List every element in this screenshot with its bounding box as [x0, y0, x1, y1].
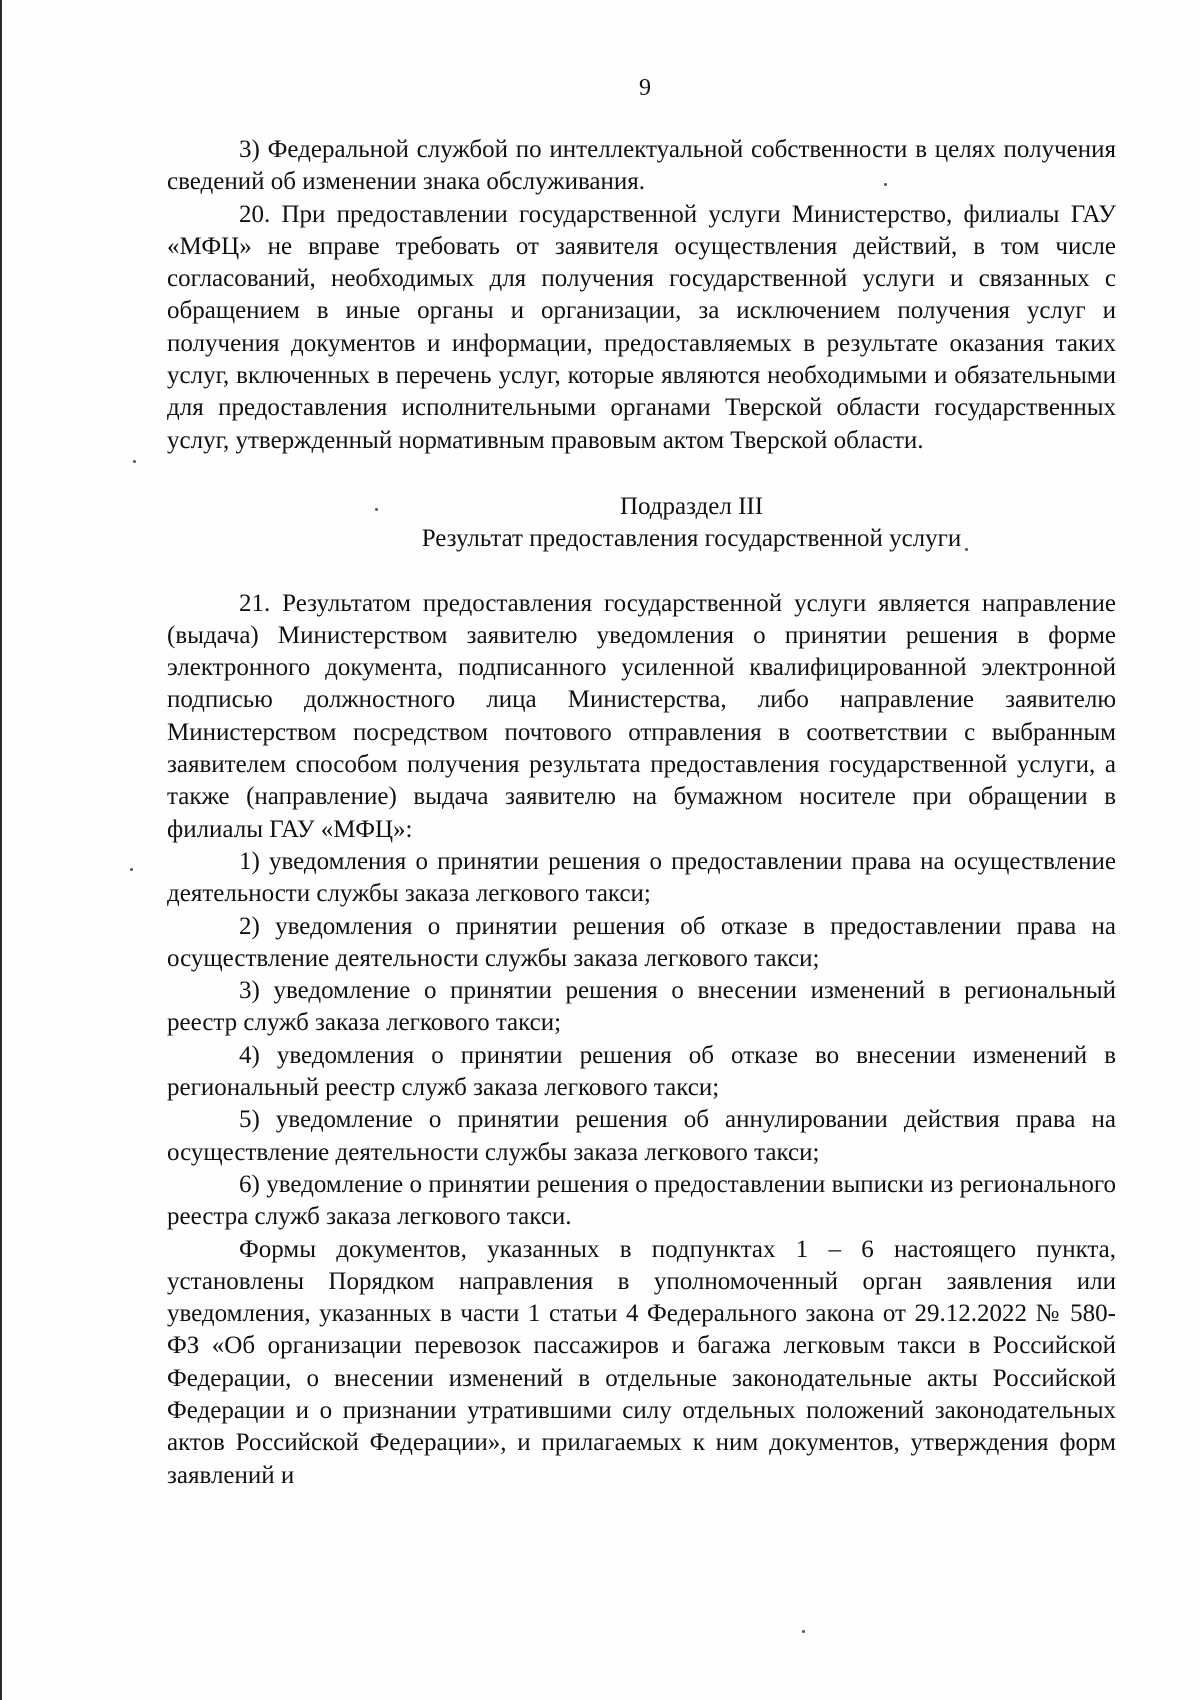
paragraph-20: 20. При предоставлении государственной услуги Министерство, филиалы ГАУ «МФЦ» не вправе требовать от заявителя осуществления действий, в том числе согласований, необходимых для получения государственной услуги и связанных с обращением в иные органы и организации, за исключением получения услуг и получения документов и информации, предоставляемых в результате оказания таких услуг, включенных в перечень услуг, которые являются необходимыми и обязательными для предоставления исполнительными органами Тверской области государственных услуг, утвержденный нормативным правовым актом Тверской области. — [167, 200, 1116, 454]
scan-speck — [375, 508, 378, 511]
subsection-heading: Подраздел III — [619, 492, 764, 520]
subsection-subtitle: Результат предоставления государственной услуги — [421, 525, 962, 553]
list-item: 6) уведомление о принятии решения о предоставлении выписки из регионального реестра служб заказа легкового такси. — [167, 1170, 1116, 1231]
scan-speck — [965, 548, 968, 551]
list-item: 5) уведомление о принятии решения об аннулировании действия права на осуществление деятельности службы заказа легкового такси; — [167, 1106, 1116, 1166]
list-item: 1) уведомления о принятии решения о предоставлении права на осуществление деятельности службы заказа легкового такси; — [167, 847, 1116, 908]
scan-speck — [802, 1630, 805, 1633]
scan-speck — [884, 183, 887, 186]
list-item: 4) уведомления о принятии решения об отказе во внесении изменений в региональный реестр служб заказа легкового такси; — [167, 1041, 1116, 1102]
scan-speck — [130, 868, 133, 871]
list-item: 3) уведомление о принятии решения о внесении изменений в региональный реестр служб заказа легкового такси; — [167, 977, 1116, 1037]
paragraph-item-3: 3) Федеральной службой по интеллектуальной собственности в целях получения сведений об изменении знака обслуживания. — [167, 136, 1116, 196]
page-number: 9 — [639, 75, 651, 101]
scan-speck — [133, 460, 136, 463]
list-item: 2) уведомления о принятии решения об отказе в предоставлении права на осуществление деятельности службы заказа легкового такси; — [167, 912, 1116, 972]
paragraph-forms: Формы документов, указанных в подпунктах 1 – 6 настоящего пункта, установлены Порядком направления в уполномоченный орган заявления или уведомления, указанных в части 1 статьи 4 Федерального закона от 29.12.2022 № 580-ФЗ «Об организации перевозок пассажиров и багажа легковым такси в Российской Федерации, о внесении изменений в отдельные законодательные акты Российской Федерации и о признании утратившими силу отдельных положений законодательных актов Российской Федерации», и прилагаемых к ним документов, утверждения форм заявлений и — [167, 1235, 1116, 1489]
scan-border — [0, 0, 2, 1700]
document-body — [167, 134, 1116, 1492]
paragraph-21: 21. Результатом предоставления государственной услуги является направление (выдача) Министерством заявителю уведомления о принятии решения в форме электронного документа, подписанного усиленной квалифицированной электронной подписью должностного лица Министерства, либо направление заявителю Министерством посредством почтового отправления в соответствии с выбранным заявителем способом получения результата предоставления государственной услуги, а также (направление) выдача заявителю на бумажном носителе при обращении в филиалы ГАУ «МФЦ»: — [167, 589, 1116, 843]
